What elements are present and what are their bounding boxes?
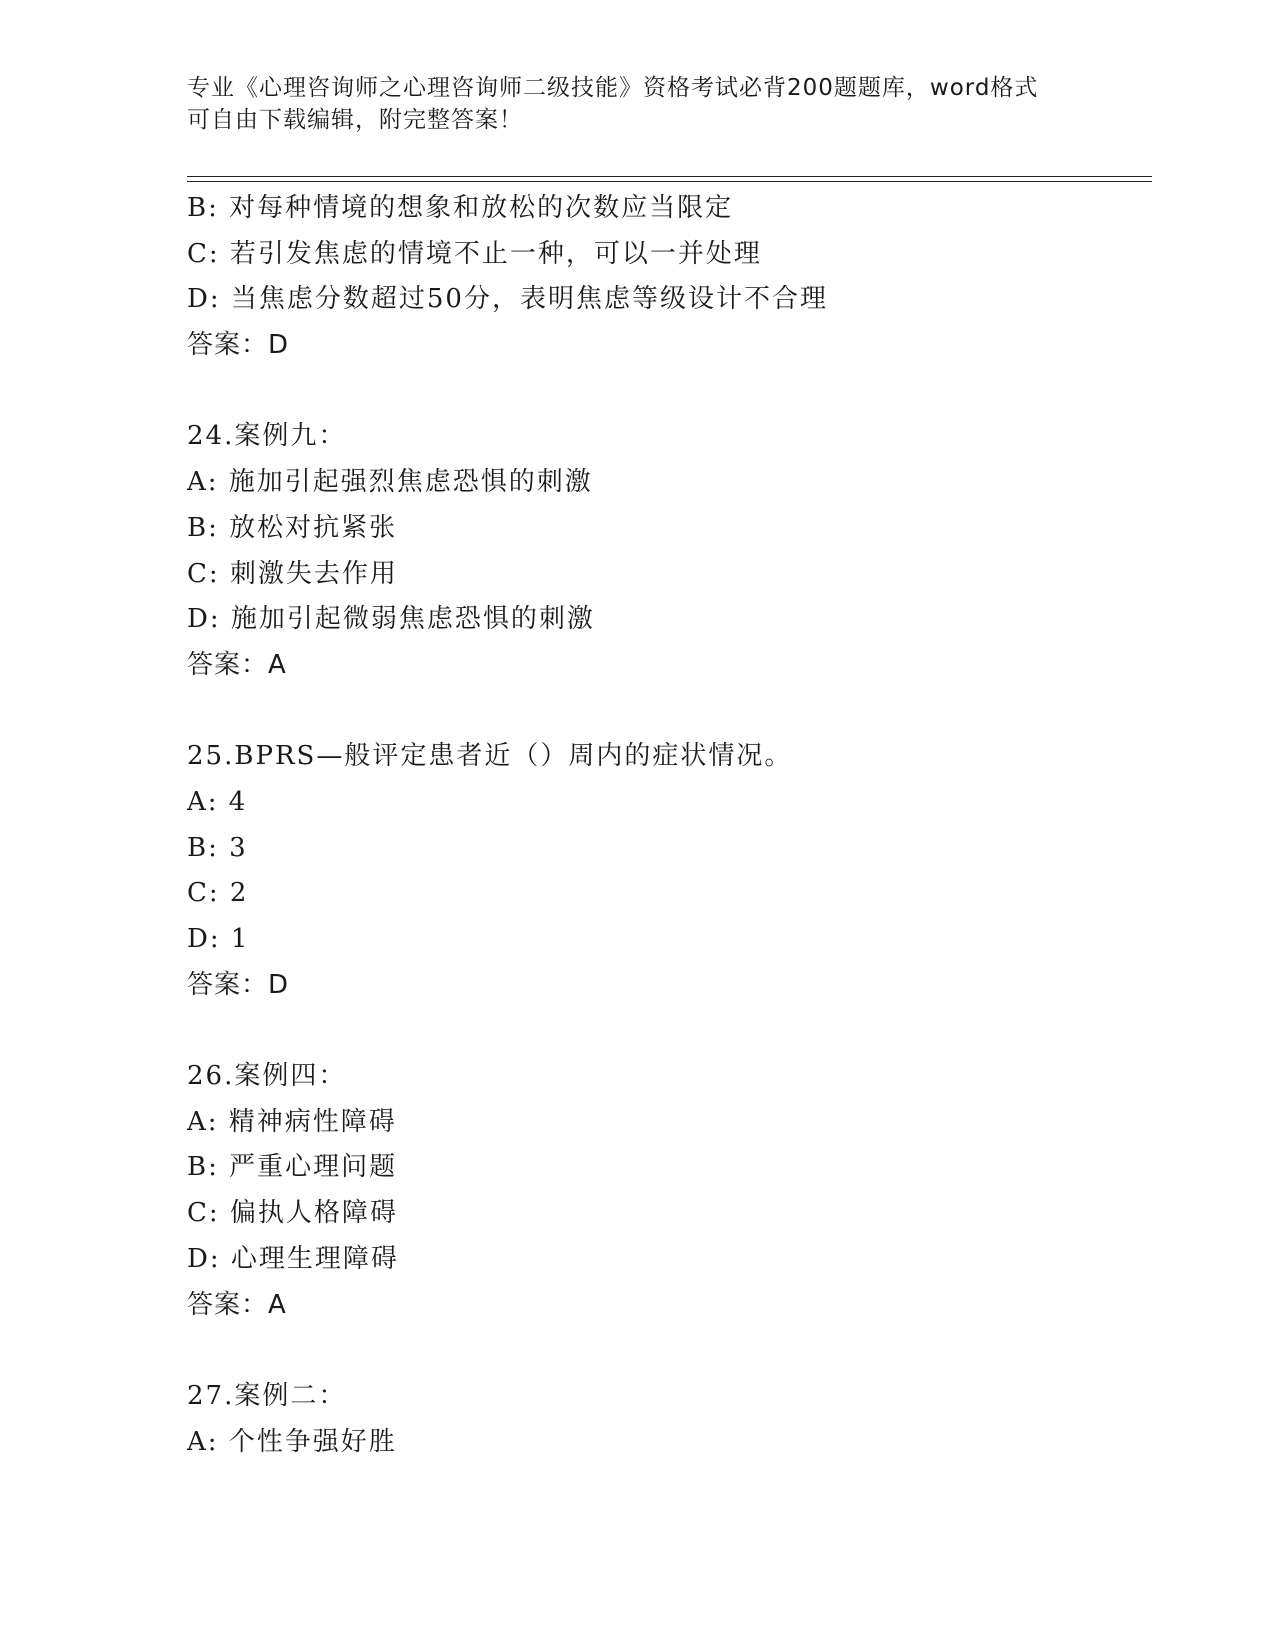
document-header bbox=[187, 72, 1087, 136]
header-line-1: 专业《心理咨询师之心理咨询师二级技能》资格考试必背200题题库，word格式 bbox=[187, 75, 1039, 101]
option-d: D: 心理生理障碍 bbox=[187, 1243, 399, 1274]
question-27 bbox=[187, 1374, 1147, 1465]
continued-question bbox=[187, 186, 1147, 369]
question-stem: 27.案例二： bbox=[187, 1380, 347, 1411]
option-d: D: 施加引起微弱焦虑恐惧的刺激 bbox=[187, 604, 595, 635]
header-divider-top bbox=[187, 176, 1152, 177]
option-c: C: 偏执人格障碍 bbox=[187, 1198, 398, 1229]
question-list bbox=[187, 186, 1147, 1465]
question-stem: 24.案例九： bbox=[187, 421, 347, 452]
question-stem: 26.案例四： bbox=[187, 1061, 347, 1092]
question-spacer bbox=[187, 1008, 1147, 1054]
option-a: A: 精神病性障碍 bbox=[187, 1106, 397, 1137]
header-line-2: 可自由下载编辑，附完整答案！ bbox=[187, 107, 523, 133]
option-c: C: 2 bbox=[187, 878, 249, 909]
option-c: C: 若引发焦虑的情境不止一种，可以一并处理 bbox=[187, 238, 762, 269]
question-spacer bbox=[187, 1328, 1147, 1374]
option-b: B: 3 bbox=[187, 832, 248, 863]
option-b: B: 放松对抗紧张 bbox=[187, 512, 398, 543]
question-25 bbox=[187, 734, 1147, 1008]
question-24 bbox=[187, 414, 1147, 688]
answer-line: 答案：D bbox=[187, 330, 290, 361]
question-26 bbox=[187, 1054, 1147, 1328]
option-b: B: 对每种情境的想象和放松的次数应当限定 bbox=[187, 193, 734, 223]
option-d: D: 1 bbox=[187, 924, 250, 954]
option-b: B: 严重心理问题 bbox=[187, 1152, 398, 1183]
question-spacer bbox=[187, 369, 1147, 415]
option-c: C: 刺激失去作用 bbox=[187, 558, 398, 589]
answer-line: 答案：A bbox=[187, 649, 287, 680]
option-a: A: 个性争强好胜 bbox=[187, 1426, 397, 1457]
answer-line: 答案：D bbox=[187, 969, 290, 1000]
option-d: D: 当焦虑分数超过50分，表明焦虑等级设计不合理 bbox=[187, 284, 828, 315]
answer-line: 答案：A bbox=[187, 1289, 287, 1320]
question-stem: 25.BPRS—般评定患者近（）周内的症状情况。 bbox=[187, 741, 793, 772]
option-a: A: 施加引起强烈焦虑恐惧的刺激 bbox=[187, 467, 593, 498]
header-divider-bottom bbox=[187, 181, 1152, 182]
question-spacer bbox=[187, 689, 1147, 735]
option-a: A: 4 bbox=[187, 786, 248, 817]
